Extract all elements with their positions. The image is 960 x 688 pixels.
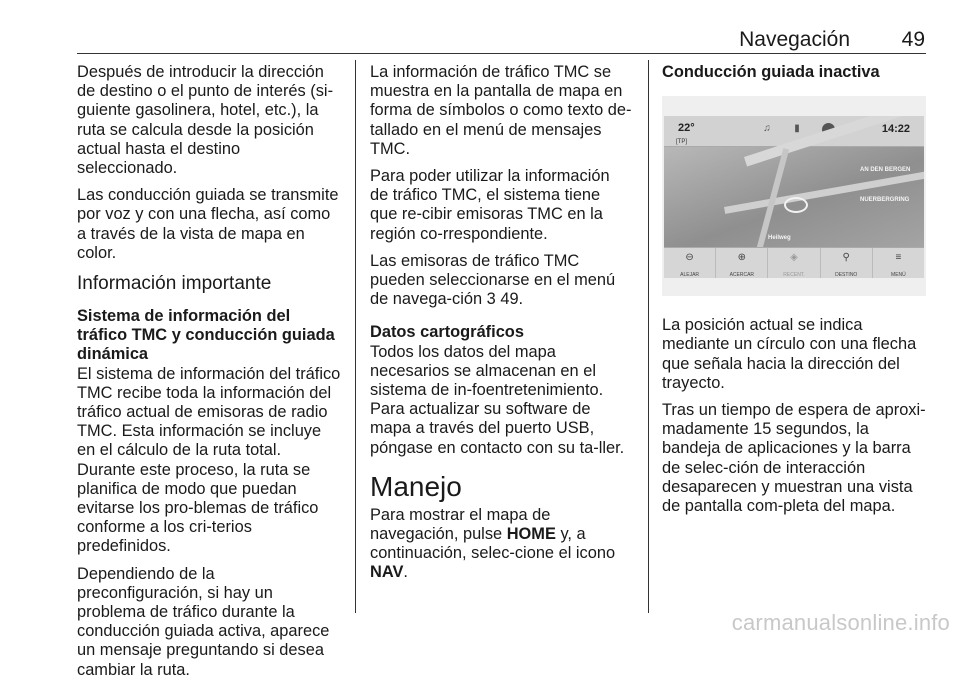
recenter-icon: ◈ [790,252,798,264]
zoom-in-button [716,248,768,278]
tp-indicator: [TP] [676,139,688,146]
column-1 [77,63,343,688]
zoom-out-icon: ⊖ [685,252,694,264]
paragraph-text: Para mostrar el mapa de navegación, pulse [370,505,551,544]
column-divider-2 [648,60,649,613]
keyword-home: HOME [506,525,556,544]
subsection-heading: Sistema de información del tráfico TMC y conducción guiada dinámica [77,307,335,364]
subsection-heading: Datos cartográficos [370,323,524,342]
subsection-heading: Conducción guiada inactiva [662,63,880,81]
menu-button [873,248,924,278]
column-divider-1 [355,60,356,613]
keyword-nav: NAV [370,563,404,582]
page-reference: 3 49. [486,290,524,309]
map-view [664,147,924,247]
music-note-icon: ♫ [763,123,771,135]
paragraph [370,252,632,310]
map-label: NUERBERGRING [860,197,910,204]
button-label: MENÚ [891,272,906,279]
paragraph: La información de tráfico TMC se muestra en la pantalla de mapa en forma de símbolos o como texto de‐tallado en el menú de mensajes TMC. [370,63,632,158]
button-label: DESTINO [835,272,858,279]
paragraph: La posición actual se indica mediante un círculo con una flecha que señala hacia la dirección del trayecto. [662,316,917,392]
paragraph: Después de introducir la dirección de destino o el punto de interés (si‐guiente gasolinera, hotel, etc.), la ruta se calcula desde la posición actual hasta el destino seleccionado. [77,63,334,178]
paragraph-text: Las emisoras de tráfico TMC pueden seleccionarse en el menú de navega‐ción [370,251,616,309]
header-divider [77,53,926,54]
paragraph [370,506,632,583]
navigation-screenshot [662,96,926,296]
page-header-title: Navegación [739,28,850,51]
recenter-button [768,248,820,278]
paragraph: Tras un tiempo de espera de aproxi‐madamente 15 segundos, la bandeja de aplicaciones y la barra de selec‐ción de interacción desaparecen y muestran una vista de pantalla com‐pleta del mapa. [662,401,926,516]
paragraph: Las conducción guiada se transmite por voz y con una flecha, así como a través de la vista de mapa en color. [77,186,339,262]
chapter-heading: Manejo [370,470,462,502]
zoom-out-button [664,248,716,278]
paragraph: El sistema de información del tráfico TMC recibe toda la información del tráfico actual de emisoras de radio TMC. Esta información se incluye en el cálculo de la ruta total. Durante este proceso, la ruta se planifica de modo que puedan evitarse los pro‐blemas de tráfico conforme a los cri‐terios predefinidos. [77,364,341,556]
punctuation: . [403,563,408,582]
paragraph: Todos los datos del mapa necesarios se almacenan en el sistema de in‐foentretenimiento. Para actualizar su software de mapa a través del puerto USB, póngase en contacto con su ta‐ller. [370,342,625,457]
phone-icon: ▮ [794,123,800,135]
map-label: Heilweg [768,235,791,242]
interaction-selector-bar [664,247,924,278]
current-position-icon [784,197,808,213]
button-label: ALEJAR [680,272,700,279]
paragraph: Dependiendo de la preconfiguración, si hay un problema de tráfico durante la conducción guiada activa, aparece un mensaje preguntando si desea cambiar la ruta. [77,564,330,679]
destination-button [821,248,873,278]
clock: 14:22 [881,123,910,136]
infotainment-screen [664,116,924,278]
button-label: ACERCAR [729,272,755,279]
page-number: 49 [901,28,925,51]
temperature-readout: 22° [678,122,695,135]
button-label: RECENT. [783,272,805,279]
paragraph: Para poder utilizar la información de tráfico TMC, el sistema tiene que re‐cibir emisoras TMC en la región co‐rrespondiente. [370,167,610,243]
destination-search-icon: ⚲ [842,252,850,264]
watermark: carmanualsonline.info [731,610,950,635]
zoom-in-icon: ⊕ [737,252,746,264]
column-3 [662,63,926,524]
section-heading: Información importante [77,273,272,295]
column-2 [370,63,632,591]
menu-icon: ≡ [895,252,902,264]
map-label: AN DEN BERGEN [860,167,911,174]
paragraph-text: y, a continuación, selec‐cione el icono [370,525,616,563]
